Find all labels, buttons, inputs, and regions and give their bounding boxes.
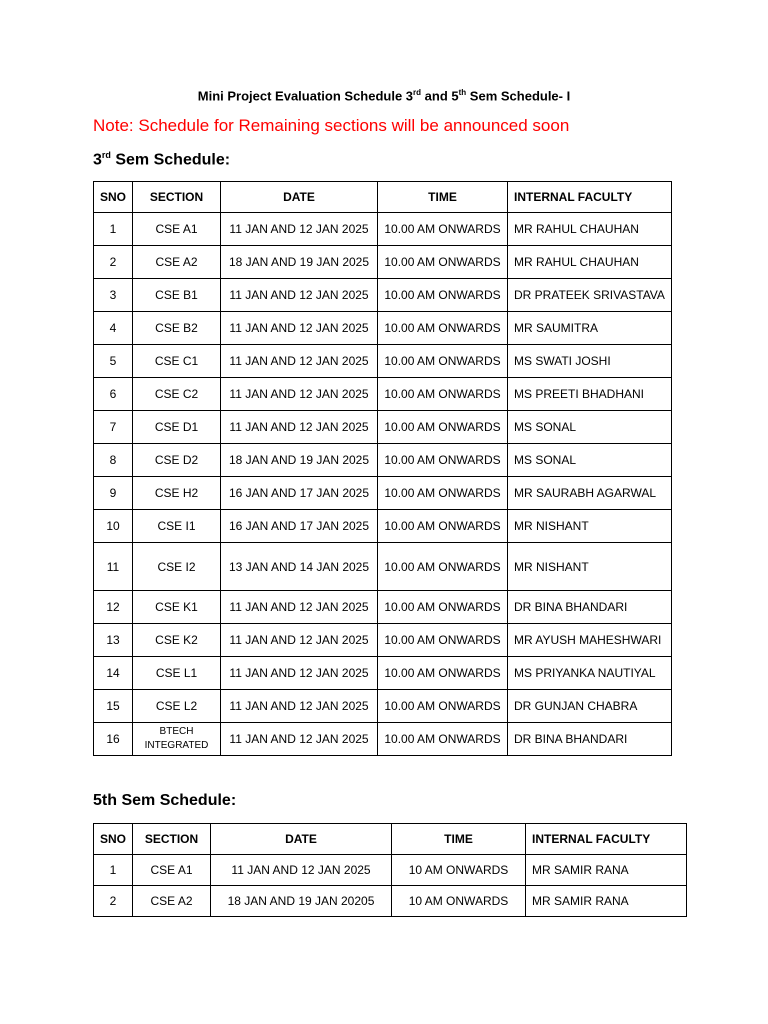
cell-sno: 11 [94,543,133,591]
cell-time: 10.00 AM ONWARDS [378,657,508,690]
cell-section: CSE A1 [133,855,211,886]
cell-faculty: DR PRATEEK SRIVASTAVA [508,279,672,312]
cell-date: 11 JAN AND 12 JAN 2025 [221,378,378,411]
cell-sno: 9 [94,477,133,510]
cell-time: 10.00 AM ONWARDS [378,591,508,624]
cell-date: 11 JAN AND 12 JAN 2025 [221,411,378,444]
cell-section: CSE C2 [133,378,221,411]
cell-sno: 15 [94,690,133,723]
cell-sno: 10 [94,510,133,543]
cell-sno: 1 [94,855,133,886]
cell-time: 10.00 AM ONWARDS [378,279,508,312]
cell-time: 10.00 AM ONWARDS [378,723,508,756]
cell-time: 10.00 AM ONWARDS [378,411,508,444]
cell-date: 11 JAN AND 12 JAN 2025 [221,591,378,624]
table-row [94,378,672,411]
cell-faculty: MR AYUSH MAHESHWARI [508,624,672,657]
cell-sno: 16 [94,723,133,756]
table-row [94,543,672,591]
cell-time: 10.00 AM ONWARDS [378,246,508,279]
cell-time: 10.00 AM ONWARDS [378,213,508,246]
cell-faculty: MR RAHUL CHAUHAN [508,246,672,279]
cell-faculty: MR SAURABH AGARWAL [508,477,672,510]
cell-date: 18 JAN AND 19 JAN 2025 [221,444,378,477]
cell-section: CSE A1 [133,213,221,246]
sem5-table-header [94,824,687,855]
page-title [0,88,768,103]
sem3-heading-text: Sem Schedule: [110,151,231,169]
cell-date: 11 JAN AND 12 JAN 2025 [221,624,378,657]
cell-faculty: MR SAUMITRA [508,312,672,345]
announcement-note: Note: Schedule for Remaining sections will be announced soon [93,116,570,135]
cell-time: 10.00 AM ONWARDS [378,477,508,510]
cell-date: 11 JAN AND 12 JAN 2025 [221,690,378,723]
col-header-section: SECTION [133,182,221,213]
cell-section: CSE A2 [133,886,211,917]
table-row [94,657,672,690]
cell-sno: 5 [94,345,133,378]
col-header-date: DATE [211,824,392,855]
sem3-schedule-table [93,181,672,756]
cell-sno: 13 [94,624,133,657]
cell-date: 16 JAN AND 17 JAN 2025 [221,477,378,510]
sem5-schedule-table [93,823,687,917]
cell-faculty: MS PREETI BHADHANI [508,378,672,411]
col-header-sno: SNO [94,824,133,855]
cell-section: CSE L1 [133,657,221,690]
cell-sno: 2 [94,246,133,279]
cell-time: 10 AM ONWARDS [392,886,526,917]
table-row [94,886,687,917]
table-row [94,213,672,246]
col-header-faculty: INTERNAL FACULTY [508,182,672,213]
cell-date: 13 JAN AND 14 JAN 2025 [221,543,378,591]
table-row [94,477,672,510]
table-row [94,591,672,624]
table-row [94,411,672,444]
cell-section: CSE A2 [133,246,221,279]
title-suffix: Sem Schedule- I [466,88,571,104]
cell-section: CSE I1 [133,510,221,543]
col-header-time: TIME [392,824,526,855]
cell-sno: 14 [94,657,133,690]
cell-date: 18 JAN AND 19 JAN 2025 [221,246,378,279]
cell-date: 11 JAN AND 12 JAN 2025 [221,657,378,690]
sem3-table-header [94,182,672,213]
sem3-heading-superscript: rd [101,150,111,160]
title-superscript-rd: rd [413,88,422,97]
cell-faculty: MR NISHANT [508,510,672,543]
sem3-table-body [94,213,672,756]
cell-date: 11 JAN AND 12 JAN 2025 [211,855,392,886]
cell-date: 11 JAN AND 12 JAN 2025 [221,213,378,246]
table-row [94,279,672,312]
sem5-heading: 5th Sem Schedule: [93,792,237,809]
table-row [94,510,672,543]
cell-faculty: DR GUNJAN CHABRA [508,690,672,723]
title-middle: and 5 [421,88,459,104]
sem3-heading [93,150,230,169]
cell-faculty: MR RAHUL CHAUHAN [508,213,672,246]
cell-date: 11 JAN AND 12 JAN 2025 [221,279,378,312]
cell-faculty: MS SONAL [508,444,672,477]
cell-time: 10.00 AM ONWARDS [378,345,508,378]
cell-faculty: MR SAMIR RANA [526,886,687,917]
cell-section: CSE B2 [133,312,221,345]
cell-section: CSE B1 [133,279,221,312]
cell-faculty: MS SONAL [508,411,672,444]
table-row [94,690,672,723]
cell-sno: 7 [94,411,133,444]
cell-sno: 6 [94,378,133,411]
cell-date: 11 JAN AND 12 JAN 2025 [221,312,378,345]
cell-date: 16 JAN AND 17 JAN 2025 [221,510,378,543]
header-row [94,182,672,213]
cell-date: 11 JAN AND 12 JAN 2025 [221,723,378,756]
cell-sno: 3 [94,279,133,312]
cell-time: 10.00 AM ONWARDS [378,444,508,477]
col-header-date: DATE [221,182,378,213]
cell-section: CSE C1 [133,345,221,378]
cell-date: 11 JAN AND 12 JAN 2025 [221,345,378,378]
sem3-heading-number: 3 [93,151,102,169]
cell-time: 10.00 AM ONWARDS [378,543,508,591]
cell-time: 10.00 AM ONWARDS [378,624,508,657]
cell-faculty: MR NISHANT [508,543,672,591]
table-row [94,312,672,345]
cell-sno: 4 [94,312,133,345]
cell-faculty: MR SAMIR RANA [526,855,687,886]
col-header-section: SECTION [133,824,211,855]
cell-faculty: DR BINA BHANDARI [508,723,672,756]
table-row [94,246,672,279]
col-header-faculty: INTERNAL FACULTY [526,824,687,855]
cell-section: BTECH INTEGRATED [133,723,221,756]
col-header-sno: SNO [94,182,133,213]
cell-time: 10.00 AM ONWARDS [378,510,508,543]
cell-section: CSE I2 [133,543,221,591]
title-superscript-th: th [458,88,467,97]
cell-time: 10.00 AM ONWARDS [378,690,508,723]
cell-date: 18 JAN AND 19 JAN 20205 [211,886,392,917]
cell-faculty: MS SWATI JOSHI [508,345,672,378]
cell-section: CSE K1 [133,591,221,624]
col-header-time: TIME [378,182,508,213]
cell-time: 10.00 AM ONWARDS [378,378,508,411]
cell-section: CSE D2 [133,444,221,477]
cell-section: CSE L2 [133,690,221,723]
cell-section: CSE K2 [133,624,221,657]
sem5-table-body [94,855,687,917]
cell-sno: 1 [94,213,133,246]
cell-section: CSE H2 [133,477,221,510]
title-prefix: Mini Project Evaluation Schedule 3 [197,88,414,104]
cell-section: CSE D1 [133,411,221,444]
cell-time: 10.00 AM ONWARDS [378,312,508,345]
table-row [94,444,672,477]
cell-sno: 2 [94,886,133,917]
cell-sno: 12 [94,591,133,624]
cell-faculty: DR BINA BHANDARI [508,591,672,624]
table-row [94,345,672,378]
cell-sno: 8 [94,444,133,477]
table-row [94,624,672,657]
table-row [94,855,687,886]
header-row [94,824,687,855]
cell-faculty: MS PRIYANKA NAUTIYAL [508,657,672,690]
cell-time: 10 AM ONWARDS [392,855,526,886]
table-row [94,723,672,756]
